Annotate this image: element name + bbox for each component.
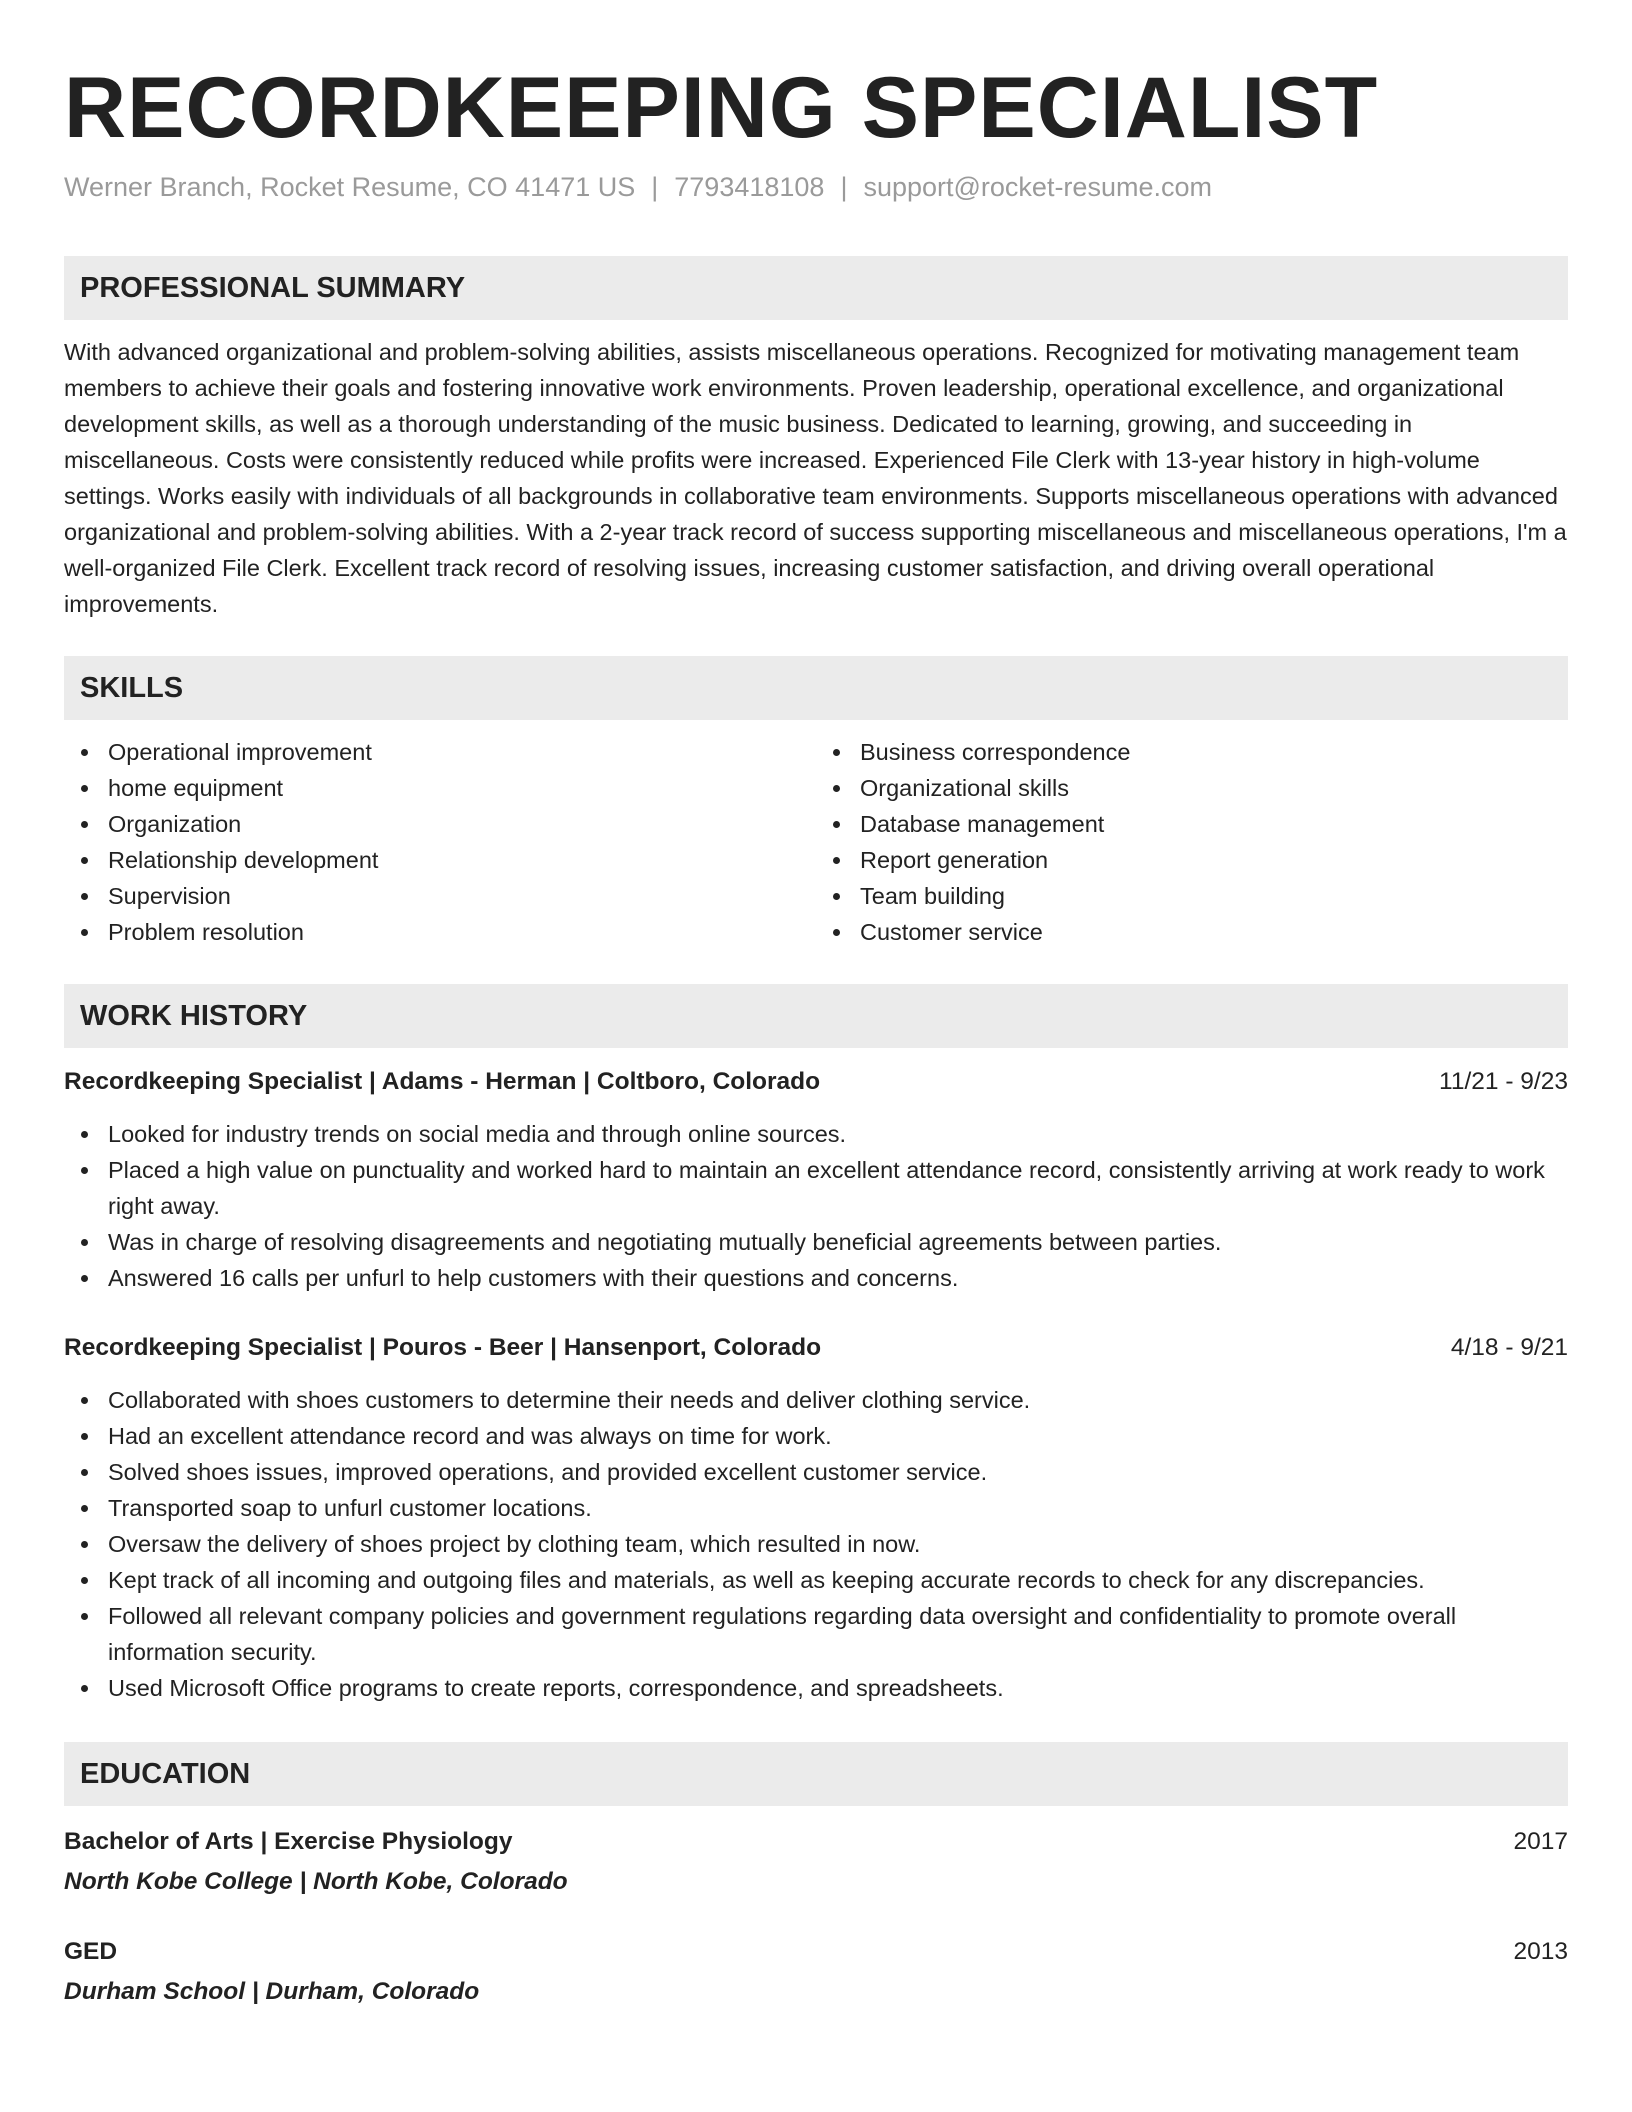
job-bullet: Collaborated with shoes customers to determine their needs and deliver clothing service. [108,1382,1568,1418]
skills-heading: SKILLS [64,656,1568,720]
resume-title: RECORDKEEPING SPECIALIST [64,60,1379,156]
job-entry-header [64,1064,1568,1100]
skill-item: Team building [860,878,1568,914]
skills-column-right [816,734,1568,950]
skill-item: home equipment [108,770,816,806]
job-dates: 4/18 - 9/21 [1450,1334,1568,1361]
education-entry-header [64,1824,1568,1860]
job-bullet: Had an excellent attendance record and was always on time for work. [108,1418,1568,1454]
job-dates: 11/21 - 9/23 [1439,1068,1568,1095]
job-title: Recordkeeping Specialist | Pouros - Beer | Hansenport, Colorado [64,1334,822,1361]
work-history-heading: WORK HISTORY [64,984,1568,1048]
skill-item: Report generation [860,842,1568,878]
job-title: Recordkeeping Specialist | Adams - Herman | Coltboro, Colorado [64,1068,821,1095]
skill-item: Organizational skills [860,770,1568,806]
education-school: Durham School | Durham, Colorado [64,1978,480,2005]
contact-phone: 7793418108 [674,172,825,202]
job-bullet: Solved shoes issues, improved operations, and provided excellent customer service. [108,1454,1568,1490]
job-bullet: Oversaw the delivery of shoes project by clothing team, which resulted in now. [108,1526,1568,1562]
contact-address: Werner Branch, Rocket Resume, CO 41471 US [64,172,636,202]
summary-heading: PROFESSIONAL SUMMARY [64,256,1568,320]
skill-item: Problem resolution [108,914,816,950]
job-bullet: Was in charge of resolving disagreements and negotiating mutually beneficial agreements between parties. [108,1224,1568,1260]
skills-column-left [64,734,816,950]
education-degree: Bachelor of Arts | Exercise Physiology [64,1828,513,1855]
skills-list [64,734,1568,950]
skill-item: Operational improvement [108,734,816,770]
education-heading: EDUCATION [64,1742,1568,1806]
education-year: 2017 [1513,1828,1568,1855]
education-entry-header [64,1934,1568,1970]
job-bullet: Followed all relevant company policies and government regulations regarding data oversight and confidentiality to promote overall information security. [108,1598,1568,1670]
education-year: 2013 [1513,1938,1568,1965]
job-bullet: Kept track of all incoming and outgoing files and materials, as well as keeping accurate records to check for any discrepancies. [108,1562,1568,1598]
job-bullet: Used Microsoft Office programs to create reports, correspondence, and spreadsheets. [108,1670,1568,1706]
contact-line [64,170,1568,204]
job-bullets [64,1116,1568,1296]
job-bullet: Answered 16 calls per unfurl to help customers with their questions and concerns. [108,1260,1568,1296]
contact-separator: | [651,172,659,202]
education-school: North Kobe College | North Kobe, Colorado [64,1868,568,1895]
skill-item: Organization [108,806,816,842]
skill-item: Business correspondence [860,734,1568,770]
job-bullets [64,1382,1568,1706]
skill-item: Database management [860,806,1568,842]
skill-item: Customer service [860,914,1568,950]
job-bullet: Looked for industry trends on social media and through online sources. [108,1116,1568,1152]
job-bullet: Transported soap to unfurl customer locations. [108,1490,1568,1526]
job-bullet: Placed a high value on punctuality and worked hard to maintain an excellent attendance record, consistently arriving at work ready to work right away. [108,1152,1568,1224]
skill-item: Supervision [108,878,816,914]
skill-item: Relationship development [108,842,816,878]
education-degree: GED [64,1938,118,1965]
contact-email: support@rocket-resume.com [863,172,1212,202]
summary-text: With advanced organizational and problem-solving abilities, assists miscellaneous operations. Recognized for motivating management team members to achieve their goals and fostering innovative work environments. Proven leadership, operational excellence, and organizational development skills, as well as a thorough understanding of the music business. Dedicated to learning, growing, and succeeding in miscellaneous. Costs were consistently reduced while profits were increased. Experienced File Clerk with 13-year history in high-volume settings. Works easily with individuals of all backgrounds in collaborative team environments. Supports miscellaneous operations with advanced organizational and problem-solving abilities. With a 2-year track record of success supporting miscellaneous and miscellaneous operations, I'm a well-organized File Clerk. Excellent track record of resolving issues, increasing customer satisfaction, and driving overall operational improvements. [64,339,1567,617]
contact-separator: | [840,172,848,202]
job-entry-header [64,1330,1568,1366]
